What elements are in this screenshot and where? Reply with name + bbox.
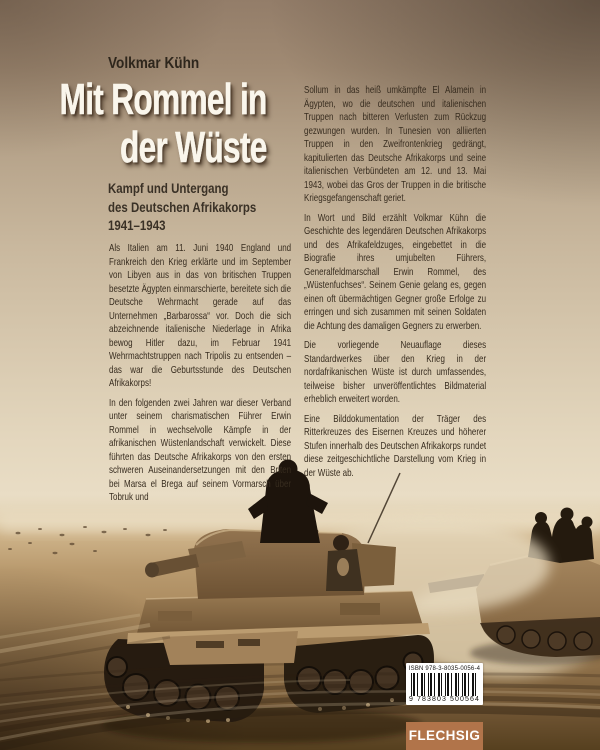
book-subtitle bbox=[108, 179, 256, 235]
cover-photo bbox=[0, 415, 600, 750]
blurb-paragraph: In den folgenden zwei Jahren war dieser Verband unter seinem charismatischen Führer Erwin Rommel in wechselvolle Kämpfe in der afrikanischen Wüstenlandschaft verwickelt. Diese führten das Deutsche Afrikakorps von den ersten schweren Auseinandersetzungen mit den Briten bei Marsa el Brega auf seinem Vormarsch über Tobruk und bbox=[109, 397, 292, 503]
book-title bbox=[60, 76, 267, 172]
barcode-bars bbox=[411, 673, 478, 696]
blurb-paragraph: Die vorliegende Neuauflage dieses Standardwerkes über den Krieg in der nordafrikanischen Wüste ist durch umfassendes, teilweise bisher unveröffentlichtes Bildmaterial erheblich erweitert worden. bbox=[304, 340, 487, 405]
blurb-paragraph: In Wort und Bild erzählt Volkmar Kühn die Geschichte des legendären Deutschen Afrikakorps und des Afrikafeldzuges, eingebettet in die Biografie ihres umjubelten Führers, Generalfeldmarschall Erwin Rommel, des „Wüstenfuchses“. Seinem Genie gelang es, gegen einen oft übermächtigen Gegner große Erfolge zu erringen und sich zusammen mit seinen Soldaten die Achtung des damaligen Gegners zu erwerben. bbox=[304, 212, 487, 332]
blurb-left-column bbox=[109, 242, 291, 511]
book-title-line2: der Wüste bbox=[120, 123, 267, 172]
blurb-paragraph: Sollum in das heiß umkämpfte El Alamein in Ägypten, wo die deutschen und italienischen Truppen nach bitteren Verlusten zum Rückzug gezwungen wurden. In Tunesien von alliierten Truppen in den Zweifrontenkrieg gedrängt, kapitulierten das Deutsche Afrikakorps und seine italienischen Verbündeten am 12. und 13. Mai 1943, wobei das Gros der Truppen in die britische Kriegsgefangenschaft geriet. bbox=[304, 85, 487, 204]
barcode-digits: 9 783803 500564 bbox=[409, 696, 480, 703]
subtitle-line3: 1941–1943 bbox=[108, 217, 166, 234]
subtitle-line1: Kampf und Untergang bbox=[108, 180, 229, 196]
book-title-line1: Mit Rommel in bbox=[59, 75, 267, 124]
publisher-logo: FLECHSIG bbox=[406, 722, 483, 750]
author-name: Volkmar Kühn bbox=[108, 55, 200, 72]
barcode bbox=[406, 663, 483, 705]
isbn-label: ISBN 978-3-8035-0056-4 bbox=[408, 665, 481, 672]
blurb-paragraph: Als Italien am 11. Juni 1940 England und Frankreich den Krieg erklärte und im September von Libyen aus in das von britischen Truppen besetzte Ägypten einmarschierte, bereitete sich die Deutsche Wehrmacht gerade auf das Unternehmen „Barbarossa“ vor. Doch die sich abzeichnende italienische Niederlage in Afrika bewog Hitler dazu, im Februar 1941 Wehrmachtstruppen nach Tripolis zu entsenden – das war die Geburtsstunde des Deutschen Afrikakorps! bbox=[109, 243, 292, 389]
subtitle-line2: des Deutschen Afrikakorps bbox=[108, 198, 257, 215]
blurb-paragraph: Eine Bilddokumentation der Träger des Ritterkreuzes des Eisernen Kreuzes und höherer Stufen innerhalb des Deutschen Afrikakorps rundet diese zeitgeschichtliche Darstellung vom Krieg in der Wüste ab. bbox=[304, 413, 487, 479]
blurb-right-column bbox=[304, 84, 486, 486]
